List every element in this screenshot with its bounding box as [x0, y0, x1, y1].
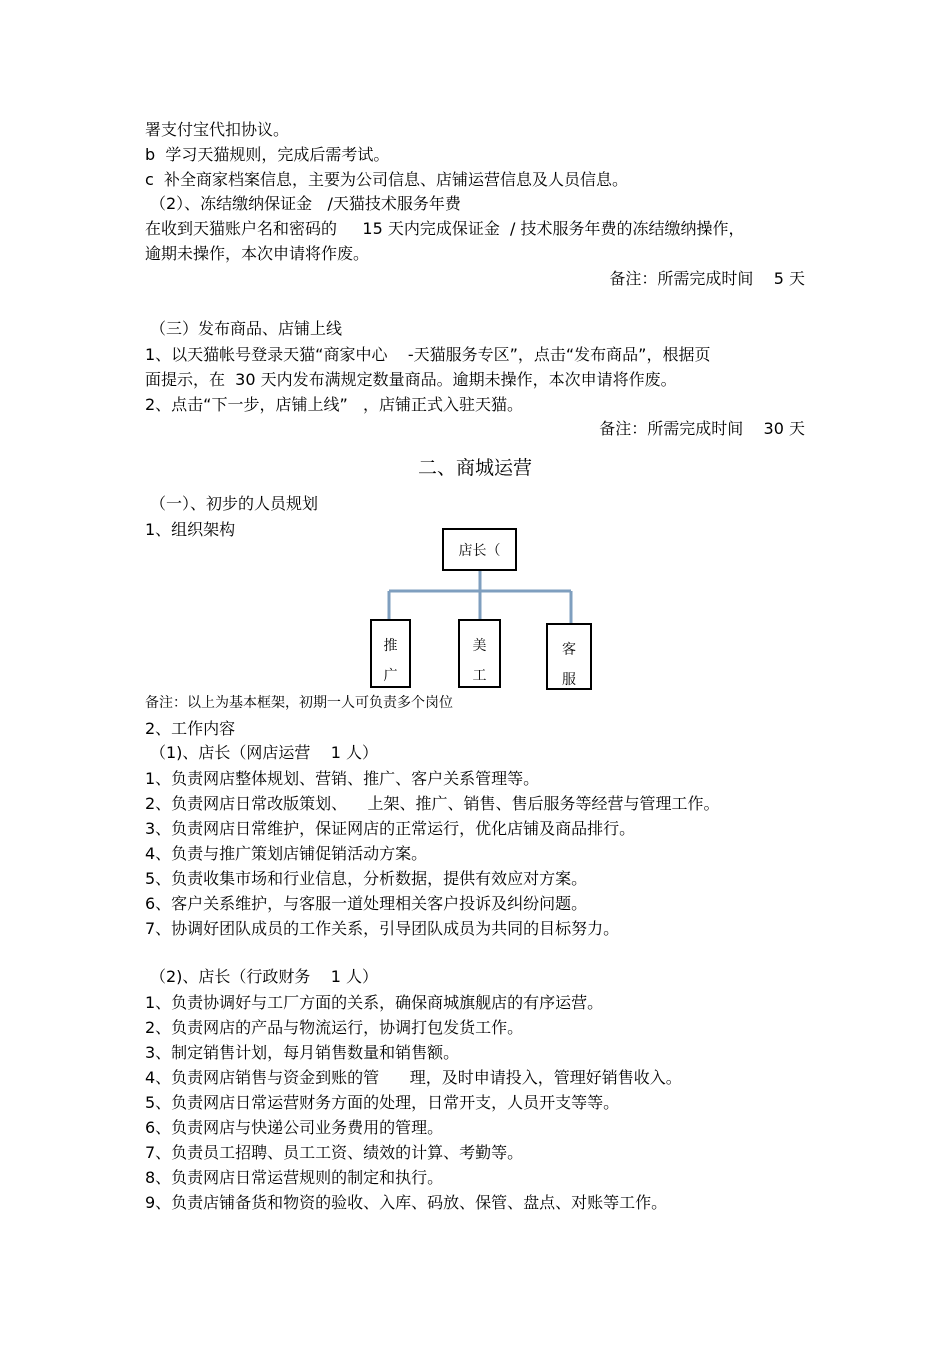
list-item: 6、客户关系维护，与客服一道处理相关客户投诉及纠纷问题。 — [145, 894, 588, 913]
section-heading: （三）发布商品、店铺上线 — [150, 319, 343, 338]
work-heading: 2、工作内容 — [145, 719, 236, 738]
org-root-box — [442, 528, 517, 571]
text-line: c 补全商家档案信息，主要为公司信息、店铺运营信息及人员信息。 — [145, 170, 628, 189]
org-child-char: 推 — [383, 638, 398, 654]
list-item: 7、负责员工招聘、员工工资、绩效的计算、考勤等。 — [145, 1143, 524, 1162]
text-line: b 学习天猫规则，完成后需考试。 — [145, 145, 390, 164]
subsection-heading: （一）、初步的人员规划 — [150, 494, 319, 513]
text-line: 面提示，在 30 天内发布满规定数量商品。逾期未操作，本次申请将作废。 — [145, 370, 677, 389]
org-child-char: 美 — [472, 638, 487, 654]
list-item: 3、负责网店日常维护，保证网店的正常运行，优化店铺及商品排行。 — [145, 819, 636, 838]
list-item: 4、负责与推广策划店铺促销活动方案。 — [145, 844, 428, 863]
role-heading: （2)、店长（行政财务 1 人） — [150, 967, 379, 986]
org-root-label: 店长（ — [458, 542, 501, 559]
org-child-box-meigong — [458, 619, 501, 688]
text-line: 在收到天猫账户名和密码的 15 天内完成保证金 / 技术服务年费的冻结缴纳操作， — [145, 219, 745, 238]
text-line: 1、以天猫帐号登录天猫“商家中心 -天猫服务专区”，点击“发布商品”，根据页 — [145, 345, 711, 364]
list-item: 2、负责网店日常改版策划、 上架、推广、销售、售后服务等经营与管理工作。 — [145, 794, 720, 813]
org-child-char: 工 — [472, 668, 487, 684]
list-item: 5、负责收集市场和行业信息，分析数据，提供有效应对方案。 — [145, 869, 588, 888]
org-heading: 1、组织架构 — [145, 520, 236, 539]
list-item: 1、负责网店整体规划、营销、推广、客户关系管理等。 — [145, 769, 540, 788]
list-item: 2、负责网店的产品与物流运行，协调打包发货工作。 — [145, 1018, 524, 1037]
text-line: 署支付宝代扣协议。 — [145, 120, 290, 139]
org-child-box-kefu — [546, 623, 592, 690]
org-child-char: 广 — [383, 668, 398, 684]
org-child-char: 服 — [562, 672, 576, 688]
list-item: 1、负责协调好与工厂方面的关系，确保商城旗舰店的有序运营。 — [145, 993, 604, 1012]
text-line: 逾期未操作，本次申请将作废。 — [145, 244, 370, 263]
list-item: 4、负责网店销售与资金到账的管 理，及时申请投入，管理好销售收入。 — [145, 1068, 682, 1087]
list-item: 6、负责网店与快递公司业务费用的管理。 — [145, 1118, 444, 1137]
list-item: 9、负责店铺备货和物资的验收、入库、码放、保管、盘点、对账等工作。 — [145, 1193, 668, 1212]
org-note: 备注：以上为基本框架，初期一人可负责多个岗位 — [145, 695, 453, 711]
list-item: 8、负责网店日常运营规则的制定和执行。 — [145, 1168, 444, 1187]
time-note: 备注：所需完成时间 30 天 — [599, 419, 805, 438]
chapter-title: 二、商城运营 — [417, 457, 532, 479]
time-note: 备注：所需完成时间 5 天 — [609, 269, 805, 288]
text-line: 2、点击“下一步，店铺上线” ，店铺正式入驻天猫。 — [145, 395, 524, 414]
org-child-char: 客 — [562, 642, 576, 658]
list-item: 5、负责网店日常运营财务方面的处理，日常开支，人员开支等等。 — [145, 1093, 620, 1112]
subheading: （2）、冻结缴纳保证金 /天猫技术服务年费 — [150, 194, 461, 213]
list-item: 7、协调好团队成员的工作关系，引导团队成员为共同的目标努力。 — [145, 919, 620, 938]
org-child-box-tuiguang — [370, 619, 411, 688]
role-heading: （1)、店长（网店运营 1 人） — [150, 743, 379, 762]
list-item: 3、制定销售计划，每月销售数量和销售额。 — [145, 1043, 460, 1062]
